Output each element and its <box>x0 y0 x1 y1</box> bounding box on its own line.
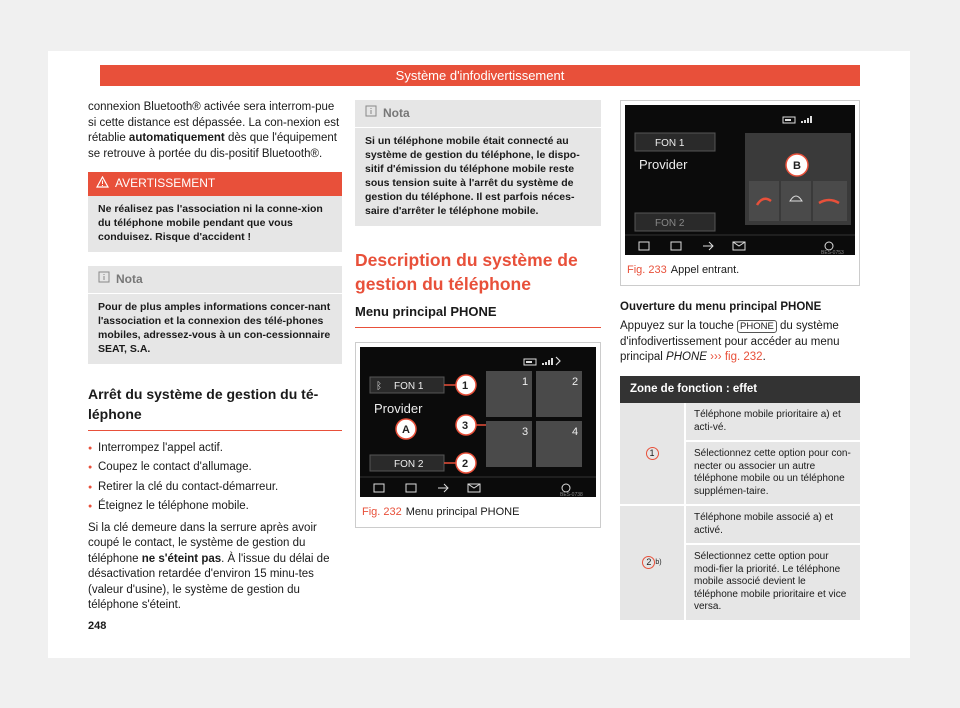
note-info-icon <box>365 105 377 122</box>
page-header: Système d'infodivertissement <box>100 65 860 86</box>
open-text-italic: PHONE <box>666 351 707 363</box>
warning-header <box>88 172 342 196</box>
bullet-list <box>88 441 342 515</box>
closing-text-b: . À l'issue du délai de désactivation retardée d'environ 15 minu-tes (valeur d'usine), le système de gestion du téléphone s'éteint. <box>88 552 330 611</box>
note-text-2: Si un téléphone mobile était connecté au système de gestion du téléphone, le dispo-sitif d'émission du téléphone mobile reste sous tension suite à l'arrêt du système de gestion du téléphone. Il est parfois néces-saire d'arrêter le téléphone mobile. <box>365 134 580 217</box>
list-item: ● Retirer la clé du contact-démarreur. <box>88 480 342 496</box>
open-menu-paragraph <box>620 319 860 366</box>
table-values <box>686 506 860 620</box>
fig233-fon1-label: FON 1 <box>655 138 685 149</box>
intro-bold: automatiquement <box>128 132 225 144</box>
fig232-provider-label: Provider <box>374 401 423 416</box>
table-cell: Sélectionnez cette option pour modi-fier la priorité. Le téléphone mobile associé devient le téléphone mobile prioritaire et vice versa. <box>686 545 860 620</box>
fig232-code: BES-0738 <box>560 492 583 497</box>
callout-a: A <box>402 424 410 436</box>
table-cell: Sélectionnez cette option pour con-necter ou associer un autre téléphone mobile ou un téléphone supplémen-taire. <box>686 442 860 504</box>
figure-233 <box>620 100 860 286</box>
fig233-provider-label: Provider <box>639 157 688 172</box>
table-row <box>620 403 860 506</box>
page-number: 248 <box>88 620 107 632</box>
note-title-2: Nota <box>383 105 410 120</box>
list-item: ● Éteignez le téléphone mobile. <box>88 499 342 515</box>
table-key-cell <box>620 506 686 620</box>
table-cell: Téléphone mobile associé a) et activé. <box>686 506 860 545</box>
fig232-fon1-label: FON 1 <box>394 381 424 392</box>
warning-triangle-icon <box>96 176 109 193</box>
section-title-open-menu: Ouverture du menu principal PHONE <box>620 300 822 313</box>
function-table-header: Zone de fonction : effet <box>620 376 860 404</box>
table-row <box>620 506 860 622</box>
warning-title: AVERTISSEMENT <box>115 176 216 191</box>
column-2 <box>355 100 601 528</box>
note-header-2 <box>355 100 601 128</box>
figure-233-caption <box>621 259 859 285</box>
note-box <box>88 266 342 364</box>
open-text-b: du système d'infodivertissement pour accéder au menu principal <box>620 320 840 363</box>
callout-3: 3 <box>462 420 469 432</box>
callout-1: 1 <box>462 380 469 392</box>
column-1 <box>88 100 342 620</box>
closing-text-a: Si la clé demeure dans la serrure après avoir coupé le contact, le système de gestion du téléphone <box>88 521 317 565</box>
row-2-key-sup: b) <box>655 559 662 566</box>
intro-text: connexion Bluetooth® activée sera interrom-pue si cette distance est dépassée. La con-nexion est rétablie <box>88 101 340 144</box>
tile-4: 4 <box>572 426 579 438</box>
tile-2: 2 <box>572 376 579 388</box>
note-box-2 <box>355 100 601 226</box>
note-info-icon <box>98 271 110 288</box>
figure-233-number: Fig. 233 <box>627 264 667 276</box>
figure-232-caption <box>356 501 600 527</box>
table-cell: Téléphone mobile prioritaire a) et acti-vé. <box>686 403 860 442</box>
section-subheading: Menu principal PHONE <box>355 304 601 329</box>
intro-paragraph <box>88 100 342 162</box>
open-text-a: Appuyez sur la touche <box>620 320 737 332</box>
list-item: ● Interrompez l'appel actif. <box>88 441 342 457</box>
section-heading: Description du système de gestion du téléphone <box>355 249 578 294</box>
fig233-fon2-label: FON 2 <box>655 218 685 229</box>
table-values <box>686 403 860 504</box>
fig232-fon2-label: FON 2 <box>394 459 424 470</box>
list-item: ● Coupez le contact d'allumage. <box>88 460 342 476</box>
row-2-key: 2 <box>642 556 655 569</box>
warning-text: Ne réalisez pas l'association ni la conne-xion du téléphone mobile pendant que vous conduisez. Risque d'accident ! <box>98 203 323 243</box>
closing-paragraph <box>88 521 342 614</box>
figure-232-caption-text: Menu principal PHONE <box>405 506 520 518</box>
intro-end: dès que l'équipement se retrouve à portée du dis-positif Bluetooth®. <box>88 132 337 160</box>
section-title-shutdown: Arrêt du système de gestion du té-léphone <box>88 384 342 431</box>
open-text-end: . <box>762 351 766 363</box>
closing-bold: ne s'éteint pas <box>141 552 222 565</box>
phone-menu-screen <box>360 347 596 497</box>
note-title: Nota <box>116 271 143 286</box>
note-header <box>88 266 342 294</box>
note-text: Pour de plus amples informations concer-nant l'association et la connexion des télé-phones mobiles, adressez-vous à un con-cessionnaire SEAT, S.A. <box>98 300 331 355</box>
table-key-cell <box>620 403 686 504</box>
warning-box <box>88 172 342 252</box>
open-text-arrow: ››› <box>706 351 725 363</box>
tile-3: 3 <box>522 426 529 438</box>
figure-232 <box>355 342 601 528</box>
incoming-call-screen <box>625 105 855 255</box>
callout-b: B <box>793 160 801 172</box>
svg-text:ᛒ: ᛒ <box>376 381 382 392</box>
figure-link[interactable]: fig. 232 <box>724 351 763 363</box>
figure-232-number: Fig. 232 <box>362 506 402 518</box>
callout-2: 2 <box>462 458 469 470</box>
fig233-code: BES-0753 <box>821 250 844 255</box>
tile-1: 1 <box>522 376 529 388</box>
row-1-key: 1 <box>646 447 659 460</box>
column-3 <box>620 100 860 622</box>
figure-233-caption-text: Appel entrant. <box>670 264 740 276</box>
phone-key: PHONE <box>737 320 777 333</box>
